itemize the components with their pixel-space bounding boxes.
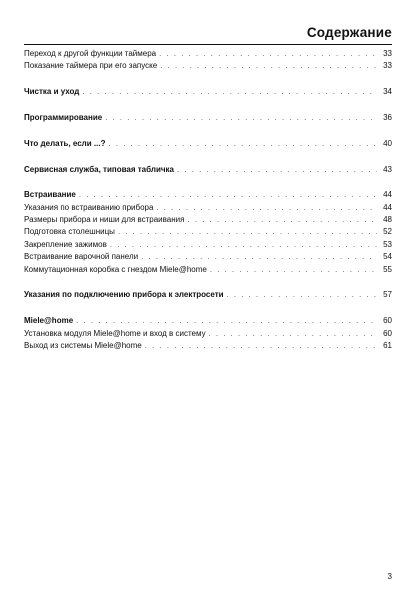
toc-entry-page: 36 [383, 112, 392, 122]
toc-leader-dots [160, 60, 377, 72]
toc-entry[interactable] [24, 328, 392, 340]
page-title: Содержание [306, 25, 392, 40]
toc-entry[interactable] [24, 239, 392, 251]
toc-entry-page: 44 [383, 190, 392, 200]
toc-entry-page: 43 [383, 164, 392, 174]
toc-entry-title: Закрепление зажимов [24, 239, 107, 249]
toc-entry-page: 60 [383, 316, 392, 326]
toc-leader-dots [108, 138, 377, 150]
toc-entry-page: 34 [383, 87, 392, 97]
toc-entry-title: Размеры прибора и ниши для встраивания [24, 215, 185, 225]
toc-leader-dots [156, 202, 377, 214]
toc-leader-dots [76, 315, 377, 327]
toc-entry-title: Подготовка столешницы [24, 227, 115, 237]
toc-entry-title: Установка модуля Miele@home и вход в систему [24, 328, 206, 338]
toc-leader-dots [159, 48, 377, 60]
toc-section[interactable] [24, 289, 392, 301]
toc-leader-dots [227, 289, 377, 301]
toc-entry[interactable] [24, 251, 392, 263]
toc-entry-page: 48 [383, 215, 392, 225]
toc-entry-page: 60 [383, 328, 392, 338]
toc-section-title: Miele@home [24, 316, 74, 326]
toc-entry-page: 61 [383, 340, 392, 350]
toc-entry-page: 52 [383, 227, 392, 237]
toc-entry-title: Встраивание варочной панели [24, 252, 139, 262]
toc-entry-title: Указания по встраиванию прибора [24, 202, 154, 212]
toc-entry[interactable] [24, 202, 392, 214]
toc-section[interactable] [24, 86, 392, 98]
toc-entry-title: Выход из системы Miele@home [24, 340, 142, 350]
toc-section-title: Что делать, если ...? [24, 138, 106, 148]
page-header [24, 18, 392, 45]
page-number: 3 [387, 572, 392, 581]
toc-leader-dots [177, 164, 377, 176]
toc-entry[interactable] [24, 214, 392, 226]
toc-leader-dots [82, 86, 377, 98]
table-of-contents [24, 48, 392, 352]
toc-entry-page: 33 [383, 49, 392, 58]
toc-section[interactable] [24, 189, 392, 201]
toc-entry[interactable] [24, 60, 392, 72]
toc-section-title: Сервисная служба, типовая табличка [24, 164, 174, 174]
toc-entry-page: 54 [383, 252, 392, 262]
toc-entry-page: 33 [383, 61, 392, 71]
toc-section[interactable] [24, 164, 392, 176]
toc-entry-page: 44 [383, 202, 392, 212]
toc-entry-page: 53 [383, 239, 392, 249]
toc-section-title: Встраивание [24, 190, 76, 200]
toc-leader-dots [210, 264, 377, 276]
toc-entry[interactable] [24, 48, 392, 60]
toc-section[interactable] [24, 112, 392, 124]
toc-entry-title: Переход к другой функции таймера [24, 49, 157, 58]
toc-section-title: Указания по подключению прибора к электросети [24, 290, 224, 300]
toc-leader-dots [209, 328, 377, 340]
toc-leader-dots [110, 239, 377, 251]
toc-section-title: Чистка и уход [24, 87, 80, 97]
toc-section[interactable] [24, 138, 392, 150]
toc-leader-dots [105, 112, 377, 124]
toc-entry[interactable] [24, 264, 392, 276]
toc-section-title: Программирование [24, 112, 103, 122]
toc-entry-page: 55 [383, 264, 392, 274]
toc-leader-dots [141, 251, 377, 263]
toc-section[interactable] [24, 315, 392, 327]
toc-entry-title: Коммутационная коробка с гнездом Miele@home [24, 264, 207, 274]
toc-entry-page: 40 [383, 138, 392, 148]
toc-entry-title: Показание таймера при его запуске [24, 61, 158, 71]
toc-leader-dots [187, 214, 377, 226]
toc-entry[interactable] [24, 226, 392, 238]
toc-leader-dots [145, 340, 377, 352]
toc-entry[interactable] [24, 340, 392, 352]
toc-leader-dots [118, 226, 377, 238]
toc-leader-dots [79, 189, 377, 201]
toc-entry-page: 57 [383, 290, 392, 300]
